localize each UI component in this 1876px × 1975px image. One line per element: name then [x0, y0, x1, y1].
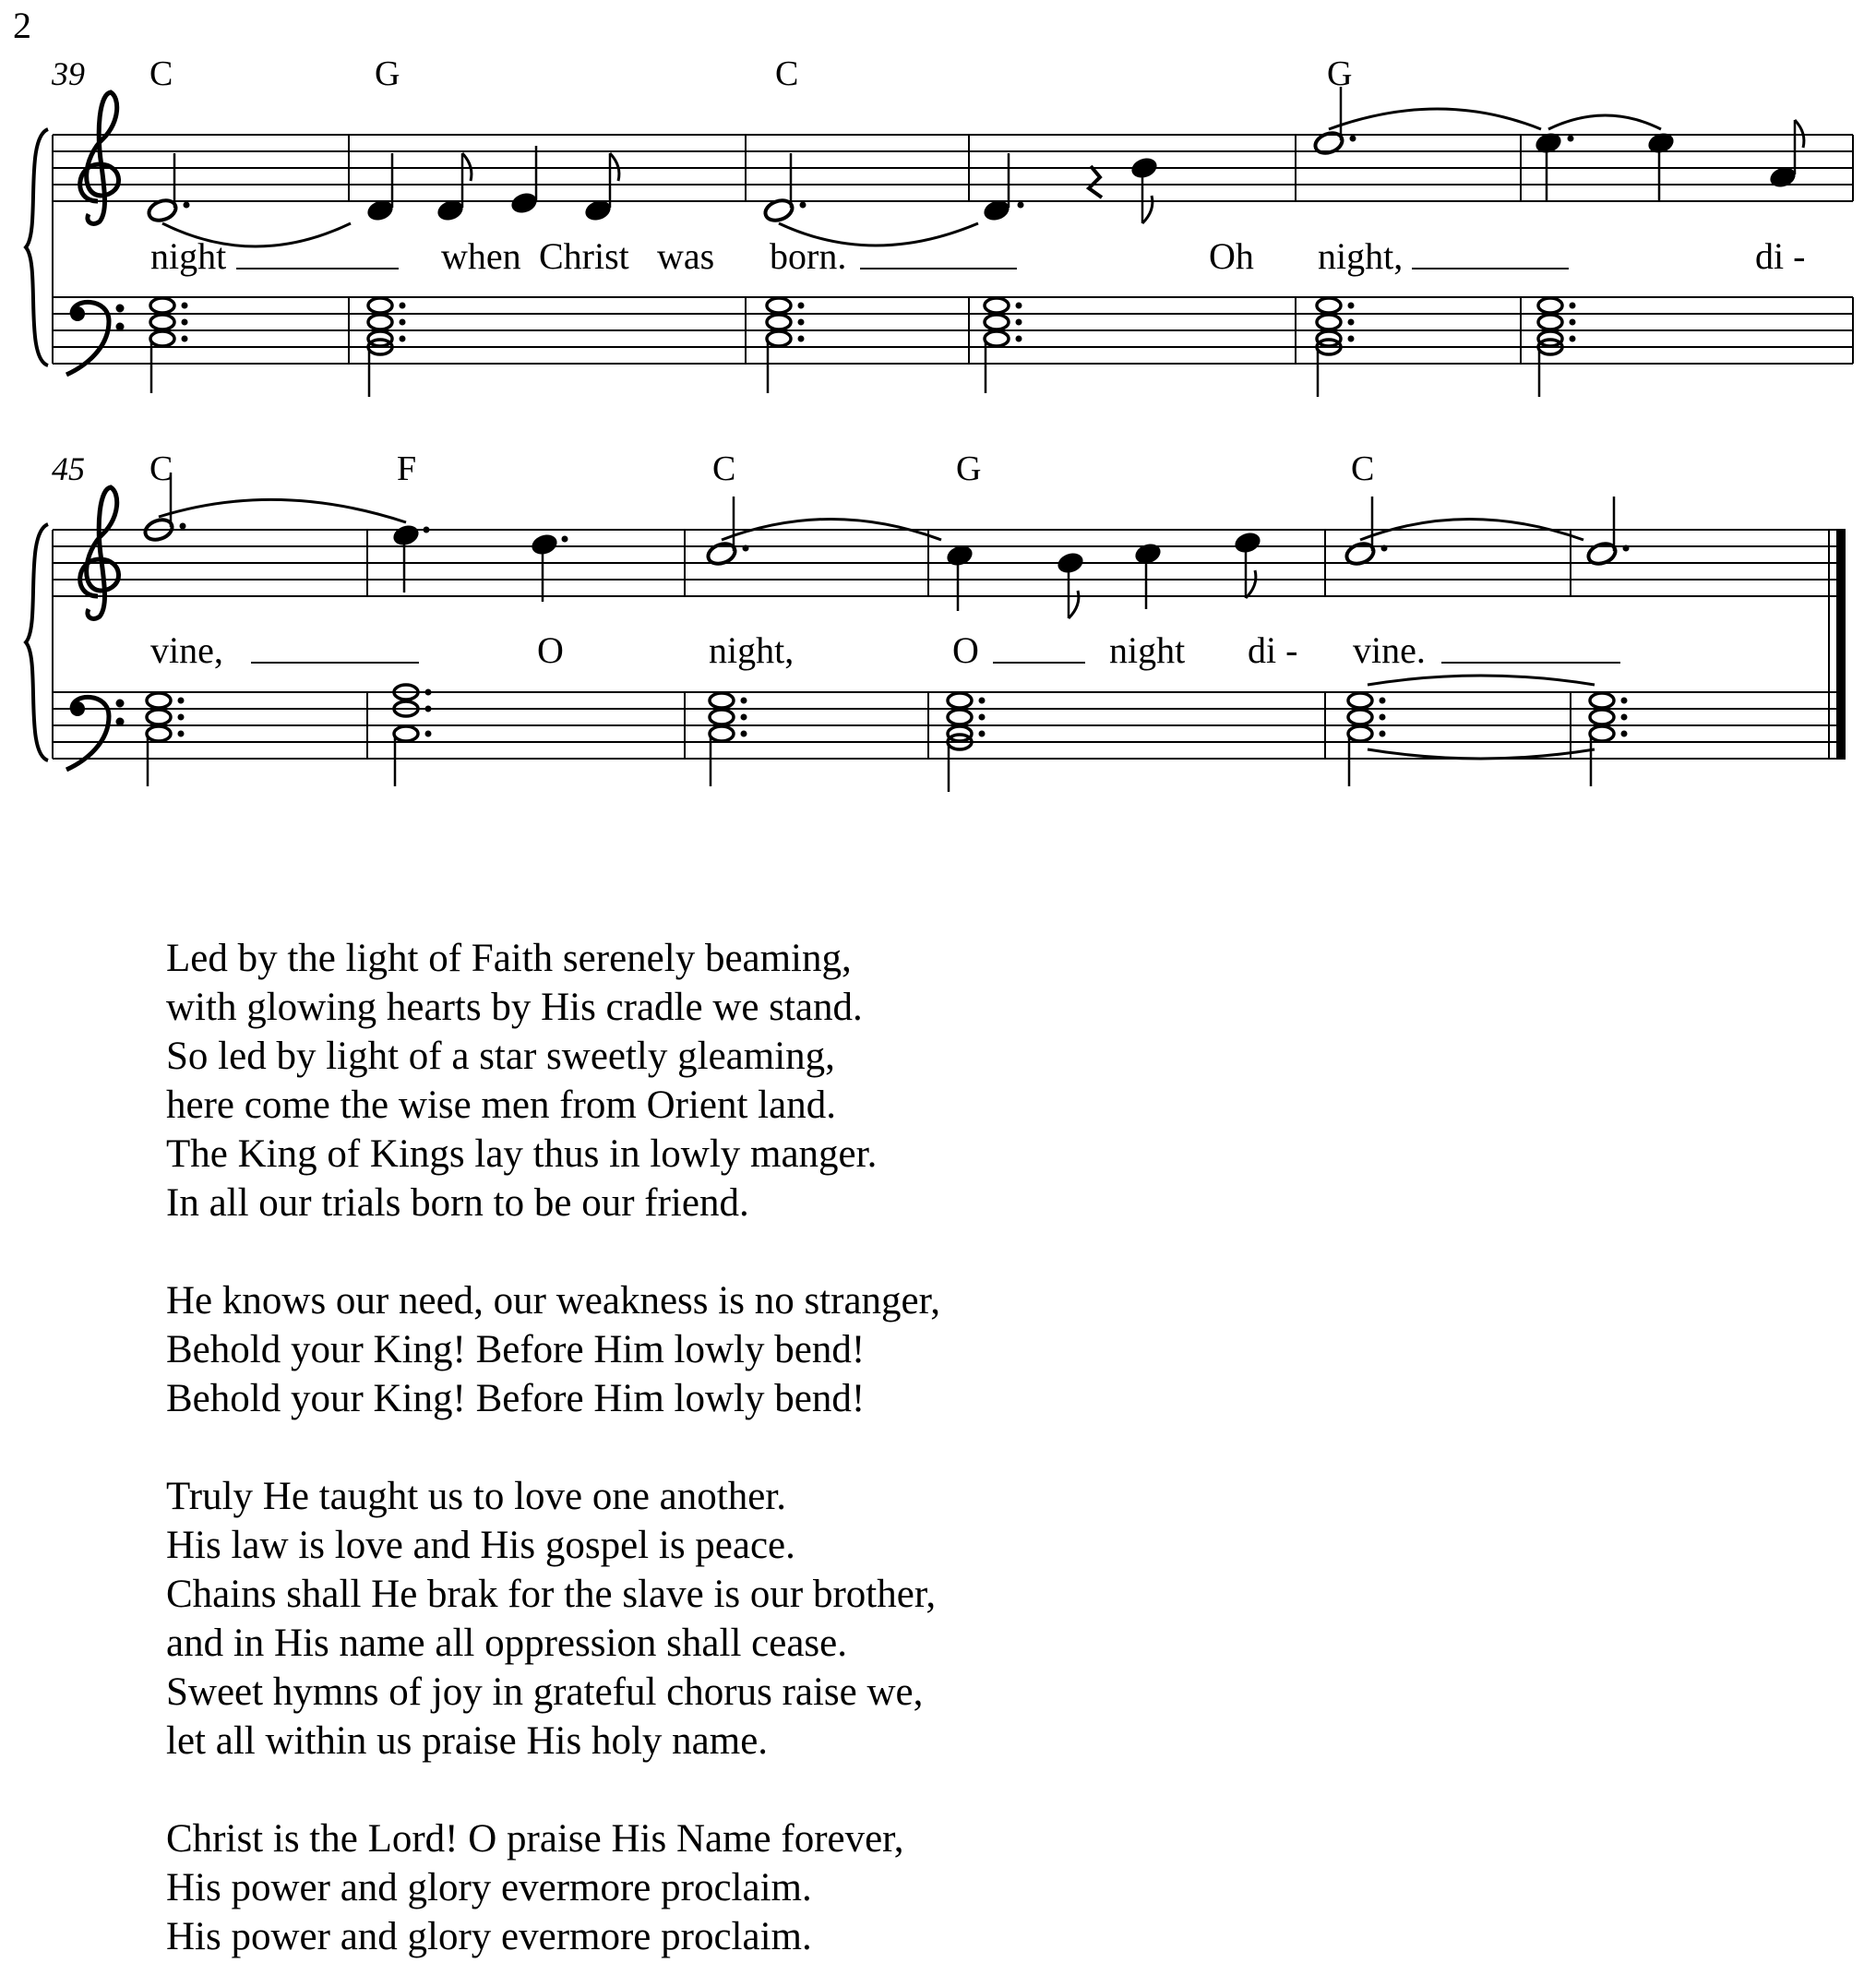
- final-barline: [1836, 530, 1846, 759]
- barlines: [53, 530, 1829, 759]
- verse-line: let all within us praise His holy name.: [166, 1719, 769, 1763]
- verse-line: He knows our need, our weakness is no stranger,: [166, 1279, 940, 1323]
- system-1: [26, 54, 1853, 397]
- lyric: night,: [1318, 235, 1404, 277]
- chord-symbol: C: [712, 449, 736, 488]
- verse-line: His power and glory evermore proclaim.: [166, 1866, 812, 1909]
- verse-line: Chains shall He brak for the slave is our brother,: [166, 1573, 937, 1616]
- lyric: night,: [709, 629, 795, 671]
- grand-staff-brace: [26, 524, 48, 760]
- treble-clef-icon: [80, 92, 119, 223]
- lyric: night: [1109, 629, 1186, 671]
- verse-line: His power and glory evermore proclaim.: [166, 1915, 812, 1958]
- verse-line: The King of Kings lay thus in lowly manger.: [166, 1132, 878, 1176]
- treble-clef-icon: [80, 487, 119, 618]
- verse-line: Truly He taught us to love one another.: [166, 1475, 787, 1518]
- chord-symbol: G: [1327, 54, 1353, 93]
- measure-number: 45: [52, 450, 85, 487]
- lyric: vine,: [150, 629, 223, 671]
- chord-symbol: C: [1351, 449, 1375, 488]
- grand-staff-brace: [26, 129, 48, 365]
- verse-stanza: [166, 934, 940, 1227]
- verse-line: So led by light of a star sweetly gleaming,: [166, 1035, 835, 1078]
- chord-symbol: C: [149, 54, 173, 93]
- melody-notes: [146, 87, 1803, 246]
- verse-line: Behold your King! Before Him lowly bend!: [166, 1377, 866, 1420]
- system-2: [26, 449, 1846, 792]
- lyric: di -: [1755, 235, 1806, 277]
- chord-symbol: G: [956, 449, 982, 488]
- barlines: [53, 135, 1853, 364]
- lyric: O: [952, 629, 979, 671]
- lyric: O: [537, 629, 564, 671]
- verse-stanza: [166, 1472, 940, 1766]
- verse-line: here come the wise men from Orient land.: [166, 1083, 836, 1127]
- chord-symbol: G: [375, 54, 400, 93]
- lyric: night: [150, 235, 227, 277]
- lyric: di -: [1248, 629, 1298, 671]
- verse-line: Behold your King! Before Him lowly bend!: [166, 1328, 866, 1371]
- lyric: vine.: [1353, 629, 1426, 671]
- lyric: Oh: [1209, 235, 1254, 277]
- lyric: when: [441, 235, 521, 277]
- chord-symbol: C: [775, 54, 799, 93]
- lyrics-line: [150, 629, 1620, 671]
- lyric: was: [657, 235, 715, 277]
- verse-stanza: [166, 1814, 940, 1961]
- lyric: born.: [770, 235, 847, 277]
- verse-line: with glowing hearts by His cradle we stand.: [166, 986, 863, 1029]
- measure-number: 39: [52, 55, 85, 92]
- additional-verses: [166, 934, 940, 1961]
- lyric: Christ: [539, 235, 629, 277]
- lyrics-line: [150, 235, 1805, 277]
- verse-line: Led by the light of Faith serenely beaming,: [166, 937, 852, 980]
- treble-staff: [53, 135, 1853, 201]
- chord-symbol: F: [397, 449, 417, 488]
- verse-line: Christ is the Lord! O praise His Name forever,: [166, 1817, 904, 1861]
- verse-line: and in His name all oppression shall cease.: [166, 1622, 847, 1665]
- music-score: [0, 0, 1876, 858]
- page-number: 2: [13, 5, 31, 46]
- verse-line: Sweet hymns of joy in grateful chorus raise we,: [166, 1670, 924, 1714]
- chord-symbol: C: [149, 449, 173, 488]
- bass-staff: [53, 297, 1853, 364]
- verse-line: His law is love and His gospel is peace.: [166, 1524, 795, 1567]
- verse-stanza: [166, 1276, 940, 1423]
- treble-staff: [53, 530, 1846, 596]
- verse-line: In all our trials born to be our friend.: [166, 1181, 749, 1225]
